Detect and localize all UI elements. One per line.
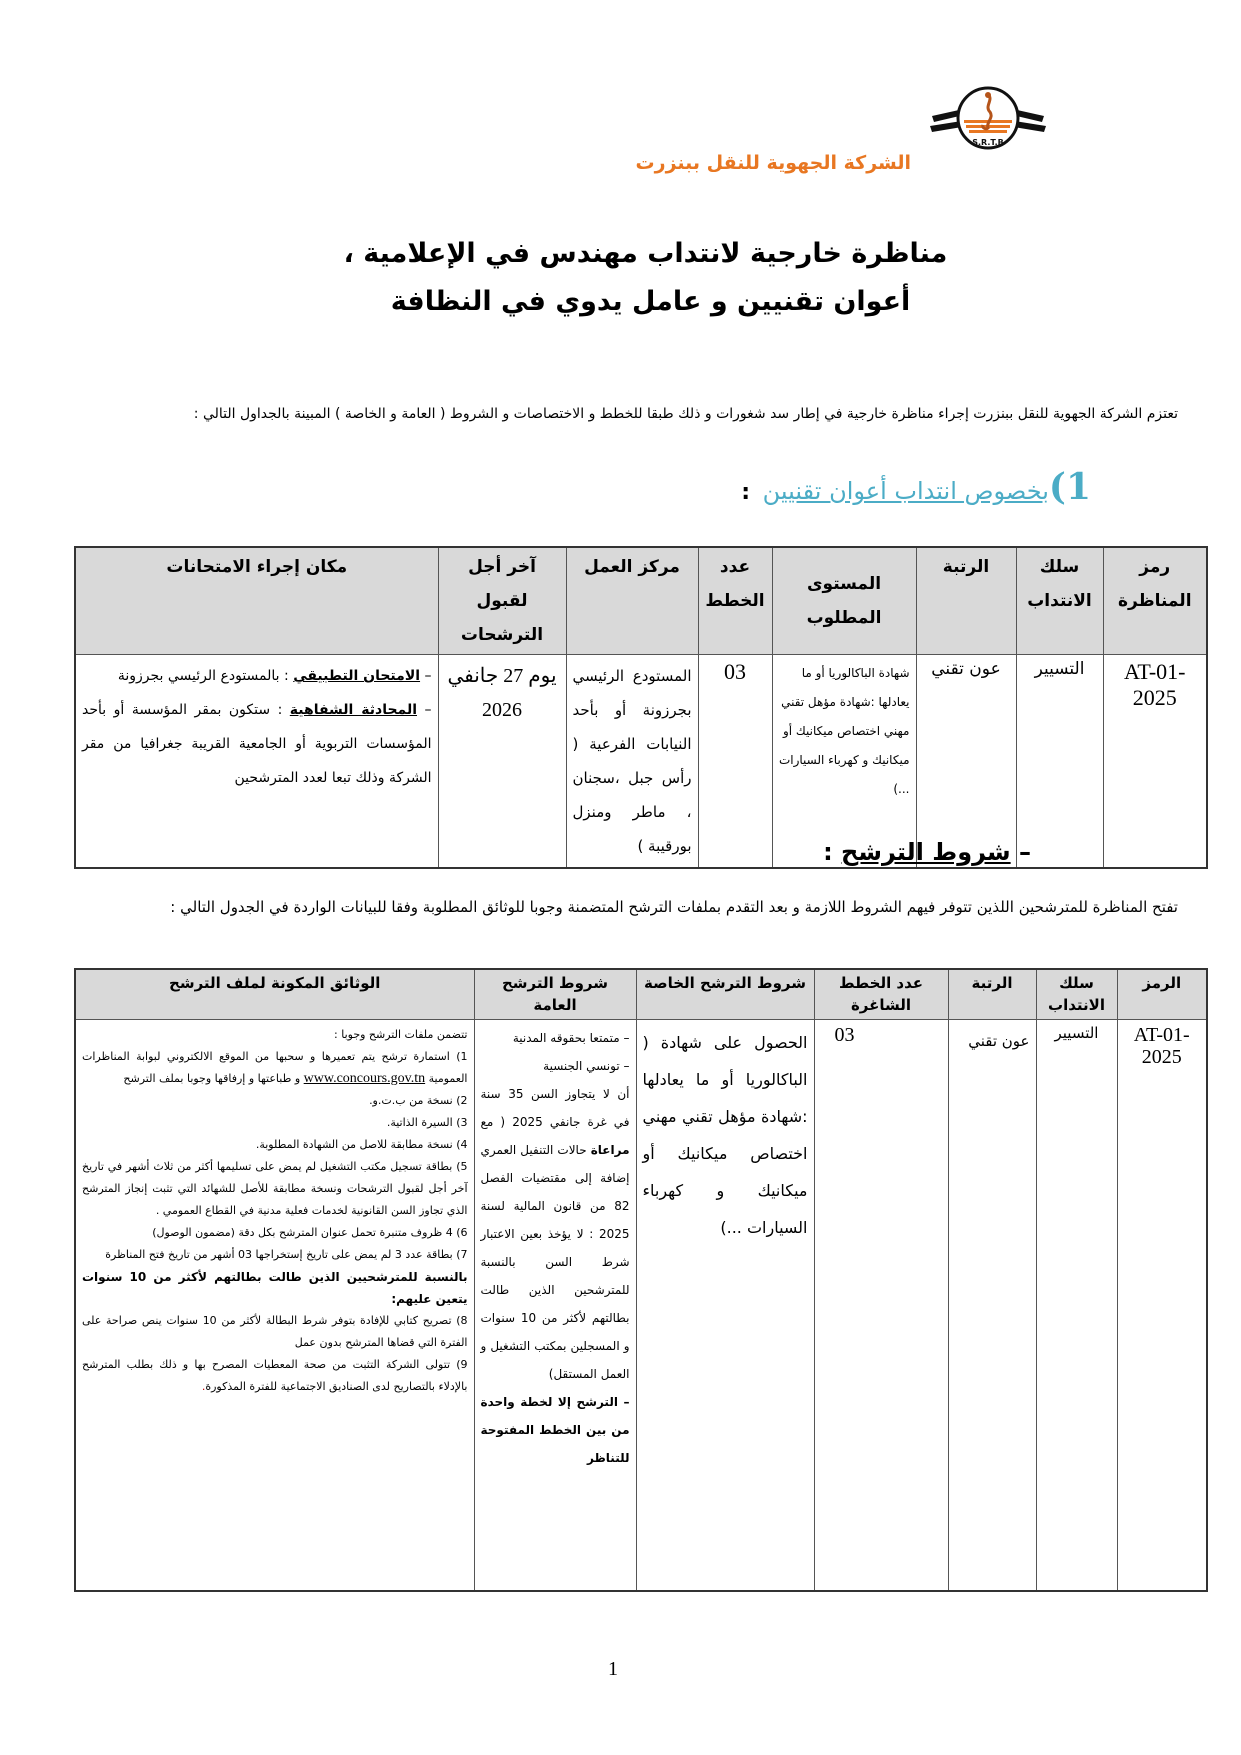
table-header-row (75, 969, 1207, 1019)
cell-code: AT-01-2025 (1117, 1019, 1207, 1591)
condition-age-part-2: حالات التنفيل العمري إضافة إلى مقتضيات الفصل 82 من قانون المالية لسنة 2025 : لا يؤخذ بعين الاعتبار شرط السن بالنسبة للمترشحين الذين طالت بطالتهم لأكثر من 10 سنوات و المسجلين بمكتب التشغيل و العمل المستقل) (480, 1142, 630, 1381)
oral-exam-label: المحادثة الشفاهية (289, 702, 417, 718)
bullet-dash: – (417, 702, 432, 718)
document-item-8: 8) تصريح كتابي للإفادة بتوفر شرط البطالة لأكثر من 10 سنوات ينص صراحة على الفترة التي قضاها المترشح بدون عمل (82, 1313, 468, 1349)
table-header-row (75, 547, 1207, 655)
practical-exam-text: : بالمستودع الرئيسي بجرزونة (117, 668, 294, 684)
condition-age-part-1: أن لا يتجاوز السن 35 سنة في غرة جانفي 2025 ( مع (480, 1086, 630, 1129)
oral-exam-text: : ستكون بمقر المؤسسة أو بأحد المؤسسات التربوية أو الجامعية القريبة جغرافيا من مقر الشركة وذلك تبعا لعدد المترشحين (82, 702, 432, 786)
header-category: سلك الانتداب (1016, 547, 1103, 655)
documents-intro: تتضمن ملفات الترشح وجوبا : (334, 1027, 468, 1041)
conditions-paragraph: تفتح المناظرة للمترشحين اللذين تتوفر فيهم الشروط اللازمة و بعد التقدم بملفات الترشح المتضمنة وجوبا للوثائق المطلوبة وفقا للبيانات الواردة في الجدول التالي : (170, 898, 1178, 916)
condition-nationality: – تونسي الجنسية (543, 1058, 630, 1073)
header-code: رمز المناظرة (1103, 547, 1207, 655)
logo-text: S.R.T.B (972, 138, 1004, 147)
cell-code: AT-01-2025 (1103, 655, 1207, 869)
cell-special-conditions: الحصول على شهادة ( الباكالوريا أو ما يعادلها :شهادة مؤهل تقني مهني اختصاص ميكانيك أو ميكانيك و كهرباء السيارات ...) (636, 1019, 814, 1591)
page-title-line-2: أعوان تقنيين و عامل يدوي في النظافة (390, 286, 911, 317)
cell-grade: عون تقني (916, 655, 1016, 869)
header-category: سلك الانتداب (1036, 969, 1117, 1019)
table-row (75, 1019, 1207, 1591)
company-name: الشركة الجهوية للنقل ببنزرت (635, 152, 911, 174)
header-positions: عدد الخطط (698, 547, 772, 655)
header-documents: الوثائق المكونة لملف الترشح (75, 969, 474, 1019)
conditions-table (74, 968, 1208, 1592)
header-level: المستوى المطلوب (772, 547, 916, 655)
cell-deadline: يوم 27 جانفي 2026 (438, 655, 566, 869)
document-item-1 (82, 1046, 468, 1090)
section-1-number: 1) (1048, 466, 1091, 508)
section-2-label: شروط الترشح (841, 838, 1011, 866)
document-1-text-end: و طباعتها و إرفاقها وجوبا بملف الترشح (123, 1071, 304, 1085)
header-code: الرمز (1117, 969, 1207, 1019)
header-workplace: مركز العمل (566, 547, 698, 655)
document-1-text: 1) استمارة ترشح يتم تعميرها و سحبها من الموقع الالكتروني لبوابة المناظرات العمومية (82, 1049, 468, 1085)
cell-category: التسيير (1016, 655, 1103, 869)
header-vacancies: عدد الخطط الشاغرة (814, 969, 948, 1019)
concours-link[interactable]: www.concours.gov.tn (303, 1070, 426, 1086)
cell-category: التسيير (1036, 1019, 1117, 1591)
cell-level: شهادة الباكالوريا أو ما يعادلها :شهادة مؤهل تقني مهني اختصاص ميكانيك أو ميكانيك و كهرباء السيارات ...) (772, 655, 916, 869)
header-grade: الرتبة (948, 969, 1036, 1019)
condition-age (481, 1080, 630, 1388)
document-9-period: . (201, 1379, 206, 1393)
cell-positions: 03 (698, 655, 772, 869)
section-1-label: بخصوص انتداب أعوان تقنيين (762, 477, 1049, 505)
section-1-heading (741, 466, 1091, 508)
condition-civil-rights: – متمتعا بحقوقه المدنية (512, 1030, 630, 1045)
document-9-text: 9) تتولى الشركة التثبت من صحة المعطيات المصرح بها و ذلك بطلب المترشح بالإدلاء بالتصاريح لدى الصناديق الاجتماعية للفترة المذكورة (82, 1357, 468, 1393)
header-deadline: آخر أجل لقبول الترشحات (438, 547, 566, 655)
document-item-3: 3) السيرة الذاتية. (386, 1115, 468, 1129)
cell-vacancies: 03 (814, 1019, 948, 1591)
page-title-line-1: مناظرة خارجية لانتداب مهندس في الإعلامية ، (343, 238, 948, 269)
practical-exam-label: الامتحان التطبيقي (293, 668, 421, 684)
document-item-7: 7) بطاقة عدد 3 لم يمض على تاريخ إستخراجها 03 أشهر من تاريخ فتح المناظرة (105, 1247, 468, 1261)
bullet-dash: – (420, 668, 432, 684)
company-logo (928, 78, 1048, 158)
unemployment-note: بالنسبة للمترشحيين الذين طالت بطالتهم لأكثر من 10 سنوات يتعين عليهم: (82, 1269, 468, 1306)
section-2-dash: – (1010, 838, 1031, 866)
page-number: 1 (608, 1658, 618, 1680)
document-item-6: 6) 4 ظروف متنبرة تحمل عنوان المترشح بكل دقة (مضمون الوصول) (152, 1225, 468, 1239)
header-general-conditions: شروط الترشح العامة (474, 969, 636, 1019)
condition-age-bold: مراعاة (590, 1142, 630, 1157)
cell-grade: عون تقني (948, 1019, 1036, 1591)
document-item-4: 4) نسخة مطابقة للاصل من الشهادة المطلوبة. (255, 1137, 468, 1151)
document-item-2: 2) نسخة من ب.ت.و. (369, 1093, 468, 1107)
intro-paragraph: تعتزم الشركة الجهوية للنقل ببنزرت إجراء مناظرة خارجية في إطار سد شغورات و ذلك طبقا للخطط و الاختصاصات و الشروط ( العامة و الخاصة ) المبينة بالجداول التالي : (193, 406, 1178, 422)
header-special-conditions: شروط الترشح الخاصة (636, 969, 814, 1019)
document-item-9 (82, 1354, 468, 1398)
positions-table (74, 546, 1208, 869)
document-item-5: 5) بطاقة تسجيل مكتب التشغيل لم يمض على تسليمها أكثر من ثلاث أشهر في تاريخ آخر أجل لقبول الترشحات ونسخة مطابقة للأصل للشهائد التي تثبت إنجاز المترشح الذي تجاوز السن القانونية لخدمات فعلية مدنية في القطاع العمومي . (82, 1159, 468, 1217)
cell-documents (75, 1019, 474, 1591)
header-grade: الرتبة (916, 547, 1016, 655)
section-2-heading (823, 838, 1031, 866)
cell-workplace: المستودع الرئيسي بجرزونة أو بأحد النيابات الفرعية ( رأس جبل ،سجنان ، ماطر ومنزل بورقيبة ) (566, 655, 698, 869)
section-1-colon: : (741, 480, 751, 505)
table-row (75, 655, 1207, 869)
cell-exam-location (75, 655, 438, 869)
cell-general-conditions (474, 1019, 636, 1591)
srtb-logo-icon (928, 78, 1048, 158)
section-2-colon: : (823, 838, 842, 866)
header-exam-location: مكان إجراء الامتحانات (75, 547, 438, 655)
condition-single-position: – الترشح إلا لخطة واحدة من بين الخطط المفتوحة للتناظر (480, 1394, 630, 1465)
